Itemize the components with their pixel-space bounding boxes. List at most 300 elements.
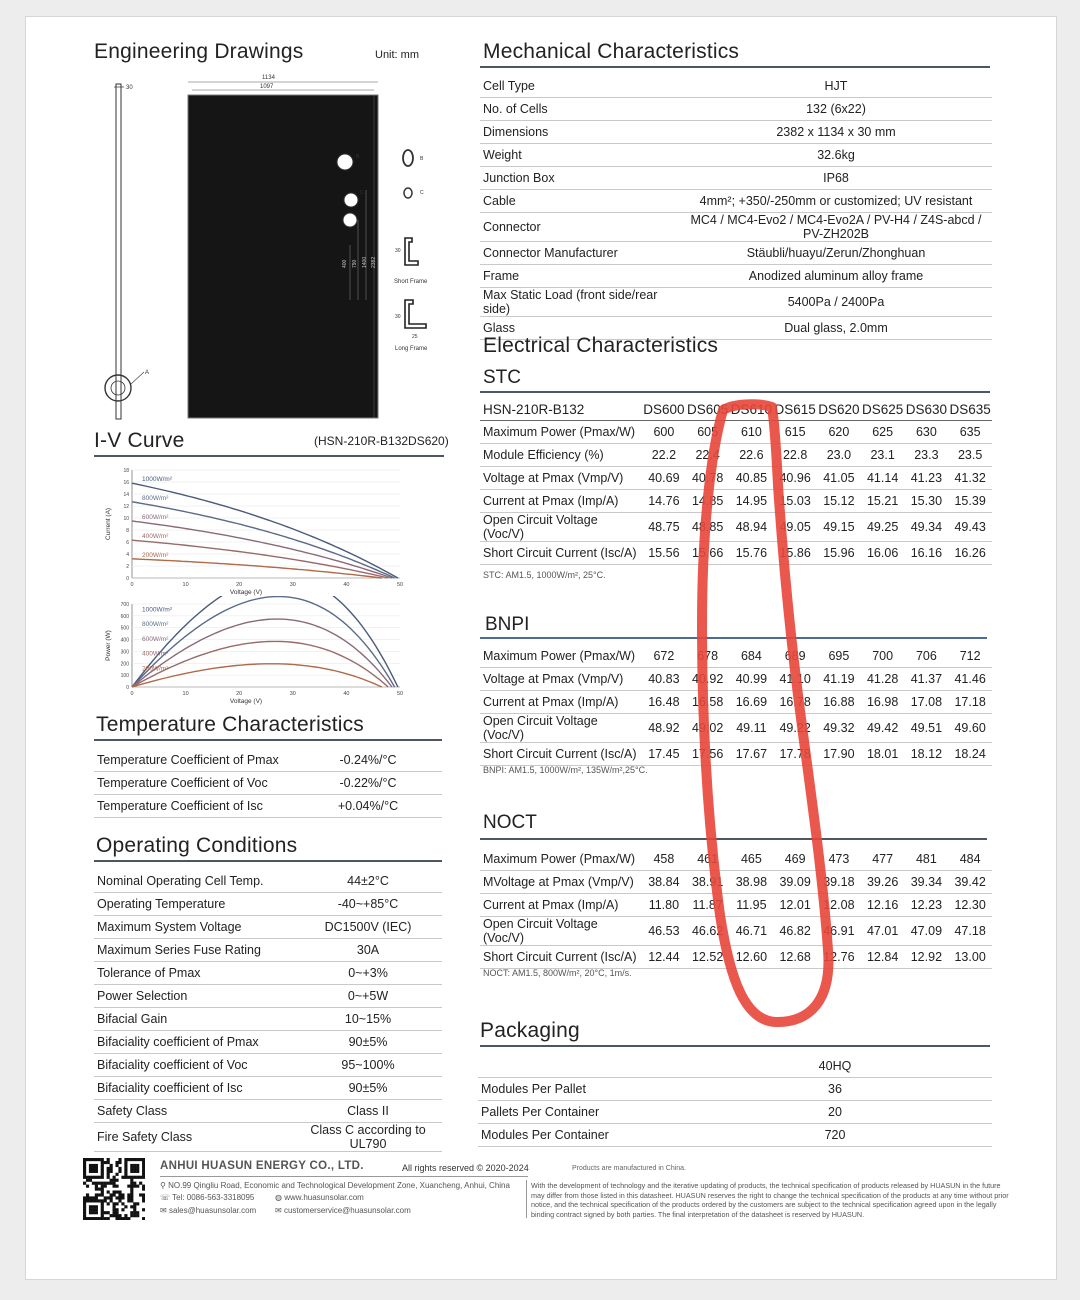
x-tick-label: 20 [236, 582, 243, 588]
bnpi-param-label: Voltage at Pmax (Vmp/V) [480, 668, 642, 691]
noct-value: 47.01 [861, 917, 905, 946]
stc-param-label: Maximum Power (Pmax/W) [480, 421, 642, 444]
qr-code [83, 1158, 145, 1220]
qr-module [130, 1179, 133, 1182]
operating-row [94, 1008, 442, 1031]
mechanical-row [480, 190, 992, 213]
stc-value: 49.34 [905, 513, 949, 542]
qr-module [95, 1170, 98, 1173]
qr-module [115, 1185, 118, 1188]
qr-module [89, 1196, 92, 1199]
iv-curve-rule [94, 455, 444, 457]
y-tick-label: 16 [123, 480, 129, 486]
stc-value: 625 [861, 421, 905, 444]
stc-value: 23.5 [948, 444, 992, 467]
stc-param-label: Open Circuit Voltage (Voc/V) [480, 513, 642, 542]
y-tick-label: 2 [126, 564, 129, 570]
qr-module [110, 1196, 113, 1199]
qr-module [113, 1208, 116, 1211]
qr-module [95, 1158, 98, 1161]
bnpi-value: 40.99 [730, 668, 774, 691]
qr-module [115, 1190, 118, 1193]
x-tick-label: 10 [182, 582, 189, 588]
dim-1400: 1400 [362, 256, 368, 268]
bnpi-value: 695 [817, 645, 861, 668]
dim-inner-width: 1097 [260, 84, 274, 90]
qr-module [107, 1217, 110, 1220]
qr-module [115, 1161, 118, 1164]
qr-module [113, 1211, 116, 1214]
qr-module [95, 1217, 98, 1220]
qr-module [139, 1193, 142, 1196]
mechanical-value: MC4 / MC4-Evo2 / MC4-Evo2A / PV-H4 / Z4S-abcd / PV-ZH202B [680, 213, 992, 242]
qr-module [115, 1173, 118, 1176]
qr-module [113, 1193, 116, 1196]
qr-module [107, 1161, 110, 1164]
footer-email1-row [160, 1206, 256, 1215]
qr-module [95, 1176, 98, 1179]
qr-module [83, 1164, 86, 1167]
footer-company: ANHUI HUASUN ENERGY CO., LTD. [160, 1160, 364, 1172]
y-tick-label: 6 [126, 540, 129, 546]
qr-module [136, 1185, 139, 1188]
qr-module [95, 1205, 98, 1208]
noct-value: 38.98 [730, 871, 774, 894]
footer-tel-row [160, 1193, 254, 1202]
qr-module [115, 1202, 118, 1205]
qr-module [92, 1167, 95, 1170]
bnpi-value: 16.88 [817, 691, 861, 714]
qr-module [130, 1214, 133, 1217]
operating-value: 10~15% [294, 1008, 442, 1031]
stc-title: STC [483, 367, 521, 388]
y-axis-label: Power (W) [105, 630, 112, 661]
operating-row [94, 870, 442, 893]
noct-value: 458 [642, 848, 686, 871]
mechanical-value: 132 (6x22) [680, 98, 992, 121]
long-frame-label: Long Frame [395, 346, 428, 352]
qr-module [124, 1205, 127, 1208]
operating-row [94, 962, 442, 985]
mechanical-row [480, 121, 992, 144]
mechanical-table [480, 75, 992, 340]
qr-module [118, 1170, 121, 1173]
qr-module [92, 1158, 95, 1161]
pv-chart [100, 596, 410, 711]
qr-module [107, 1202, 110, 1205]
qr-module [104, 1199, 107, 1202]
qr-module [124, 1167, 127, 1170]
noct-value: 11.87 [686, 894, 730, 917]
x-tick-label: 30 [289, 582, 296, 588]
qr-module [83, 1208, 86, 1211]
footer-tel: Tel: 0086-563-3318095 [172, 1193, 255, 1202]
mechanical-label: Cable [480, 190, 680, 213]
footer-email1: sales@huasunsolar.com [168, 1206, 257, 1215]
operating-value: 0~+5W [294, 985, 442, 1008]
qr-module [107, 1158, 110, 1161]
bnpi-value: 17.78 [773, 743, 817, 766]
stc-value: 41.23 [905, 467, 949, 490]
legend-label: 400W/m² [142, 533, 169, 541]
qr-module [130, 1211, 133, 1214]
qr-module [98, 1188, 101, 1191]
temperature-row [94, 795, 442, 818]
operating-row [94, 916, 442, 939]
stc-value: 15.56 [642, 542, 686, 565]
mechanical-value: 2382 x 1134 x 30 mm [680, 121, 992, 144]
stc-value: 48.94 [730, 513, 774, 542]
qr-module [121, 1217, 124, 1220]
phone-icon: ☏ [160, 1193, 171, 1202]
bnpi-value: 678 [686, 645, 730, 668]
qr-module [121, 1193, 124, 1196]
operating-label: Safety Class [94, 1100, 294, 1123]
qr-module [127, 1158, 130, 1161]
qr-module [107, 1196, 110, 1199]
stc-param-label: Current at Pmax (Imp/A) [480, 490, 642, 513]
bnpi-value: 49.60 [948, 714, 992, 743]
operating-label: Maximum Series Fuse Rating [94, 939, 294, 962]
legend-label: 1000W/m² [142, 606, 172, 614]
bnpi-value: 17.67 [730, 743, 774, 766]
qr-module [124, 1217, 127, 1220]
legend-label: 600W/m² [142, 635, 169, 643]
qr-module [83, 1173, 86, 1176]
qr-module [83, 1217, 86, 1220]
location-icon: ⚲ [160, 1181, 166, 1190]
noct-value: 39.34 [905, 871, 949, 894]
noct-value: 12.92 [905, 946, 949, 969]
qr-module [133, 1167, 136, 1170]
stc-value: 41.32 [948, 467, 992, 490]
dim-side: 30 [126, 85, 133, 91]
qr-module [118, 1190, 121, 1193]
operating-title: Operating Conditions [96, 834, 298, 857]
y-tick-label: 700 [120, 602, 129, 608]
mechanical-label: No. of Cells [480, 98, 680, 121]
temperature-label: Temperature Coefficient of Isc [94, 795, 294, 818]
bnpi-value: 18.01 [861, 743, 905, 766]
legend-label: 800W/m² [142, 621, 169, 629]
noct-value: 12.23 [905, 894, 949, 917]
qr-module [133, 1176, 136, 1179]
noct-value: 477 [861, 848, 905, 871]
qr-module [139, 1182, 142, 1185]
stc-value: 16.26 [948, 542, 992, 565]
qr-module [121, 1202, 124, 1205]
qr-module [127, 1185, 130, 1188]
noct-title: NOCT [483, 812, 537, 833]
operating-value: Class II [294, 1100, 442, 1123]
operating-value: DC1500V (IEC) [294, 916, 442, 939]
stc-value: 49.15 [817, 513, 861, 542]
qr-module [95, 1182, 98, 1185]
mechanical-label: Connector [480, 213, 680, 242]
stc-value: 48.75 [642, 513, 686, 542]
x-tick-label: 40 [343, 691, 350, 697]
noct-value: 12.76 [817, 946, 861, 969]
bnpi-value: 49.22 [773, 714, 817, 743]
stc-value: 15.76 [730, 542, 774, 565]
qr-module [118, 1161, 121, 1164]
qr-module [101, 1164, 104, 1167]
qr-module [104, 1211, 107, 1214]
model-column-header: DS615 [773, 398, 817, 421]
qr-module [133, 1170, 136, 1173]
operating-row [94, 1077, 442, 1100]
y-tick-label: 8 [126, 528, 129, 534]
iv-chart [100, 462, 410, 602]
y-tick-label: 12 [123, 504, 129, 510]
qr-module [136, 1176, 139, 1179]
bnpi-value: 18.24 [948, 743, 992, 766]
noct-value: 481 [905, 848, 949, 871]
qr-module [89, 1211, 92, 1214]
qr-module [115, 1214, 118, 1217]
electrical-title: Electrical Characteristics [483, 334, 719, 357]
x-tick-label: 40 [343, 582, 350, 588]
engineering-drawing [100, 70, 440, 425]
bnpi-value: 17.90 [817, 743, 861, 766]
operating-label: Bifaciality coefficient of Isc [94, 1077, 294, 1100]
qr-module [89, 1176, 92, 1179]
noct-value: 11.80 [642, 894, 686, 917]
stc-value: 23.1 [861, 444, 905, 467]
stc-value: 22.4 [686, 444, 730, 467]
x-tick-label: 20 [236, 691, 243, 697]
qr-module [133, 1185, 136, 1188]
mechanical-value: Stäubli/huayu/Zerun/Zhonghuan [680, 242, 992, 265]
operating-row [94, 1031, 442, 1054]
mechanical-label: Max Static Load (front side/rear side) [480, 288, 680, 317]
packaging-header: 40HQ [678, 1055, 992, 1078]
packaging-value: 720 [678, 1124, 992, 1147]
stc-value: 635 [948, 421, 992, 444]
qr-module [110, 1199, 113, 1202]
bnpi-value: 706 [905, 645, 949, 668]
qr-module [113, 1214, 116, 1217]
qr-module [110, 1164, 113, 1167]
qr-module [110, 1193, 113, 1196]
qr-module [110, 1182, 113, 1185]
qr-module [104, 1161, 107, 1164]
mechanical-value: 5400Pa / 2400Pa [680, 288, 992, 317]
y-tick-label: 14 [123, 492, 129, 498]
operating-value: 30A [294, 939, 442, 962]
noct-value: 465 [730, 848, 774, 871]
qr-module [130, 1170, 133, 1173]
x-axis-label: Voltage (V) [229, 698, 263, 705]
legend-label: 200W/m² [142, 551, 169, 559]
qr-module [104, 1196, 107, 1199]
bnpi-note: BNPI: AM1.5, 1000W/m², 135W/m²,25°C. [483, 765, 648, 775]
bnpi-value: 49.42 [861, 714, 905, 743]
mail-icon: ✉ [275, 1206, 282, 1215]
qr-module [86, 1176, 89, 1179]
noct-value: 12.08 [817, 894, 861, 917]
stc-value: 40.69 [642, 467, 686, 490]
bnpi-value: 49.51 [905, 714, 949, 743]
y-tick-label: 4 [126, 552, 129, 558]
packaging-title: Packaging [480, 1019, 580, 1042]
stc-value: 620 [817, 421, 861, 444]
qr-module [136, 1167, 139, 1170]
qr-module [92, 1176, 95, 1179]
noct-value: 38.84 [642, 871, 686, 894]
qr-module [118, 1167, 121, 1170]
noct-value: 12.01 [773, 894, 817, 917]
stc-value: 15.12 [817, 490, 861, 513]
noct-value: 484 [948, 848, 992, 871]
qr-module [95, 1208, 98, 1211]
qr-module [142, 1208, 145, 1211]
qr-module [115, 1211, 118, 1214]
operating-rule [94, 860, 442, 862]
qr-module [107, 1173, 110, 1176]
y-tick-label: 600 [120, 613, 129, 620]
qr-module [95, 1196, 98, 1199]
qr-module [86, 1196, 89, 1199]
bnpi-value: 48.92 [642, 714, 686, 743]
noct-param-label: Open Circuit Voltage (Voc/V) [480, 917, 642, 946]
qr-module [101, 1208, 104, 1211]
qr-module [95, 1167, 98, 1170]
qr-module [118, 1217, 121, 1220]
qr-module [118, 1196, 121, 1199]
qr-module [127, 1176, 130, 1179]
qr-module [92, 1196, 95, 1199]
stc-rule [480, 391, 990, 393]
noct-value: 39.09 [773, 871, 817, 894]
bnpi-value: 689 [773, 645, 817, 668]
packaging-value: 36 [678, 1078, 992, 1101]
qr-module [115, 1196, 118, 1199]
bnpi-value: 17.56 [686, 743, 730, 766]
qr-module [101, 1182, 104, 1185]
noct-value: 39.42 [948, 871, 992, 894]
legend-label: 400W/m² [142, 650, 169, 658]
qr-module [142, 1193, 145, 1196]
dim-400: 400 [342, 259, 348, 268]
qr-module [98, 1158, 101, 1161]
stc-value: 40.85 [730, 467, 774, 490]
bnpi-value: 16.69 [730, 691, 774, 714]
noct-value: 46.62 [686, 917, 730, 946]
noct-value: 469 [773, 848, 817, 871]
noct-value: 12.52 [686, 946, 730, 969]
stc-value: 15.21 [861, 490, 905, 513]
qr-module [121, 1196, 124, 1199]
qr-module [142, 1217, 145, 1220]
qr-module [133, 1205, 136, 1208]
qr-module [101, 1158, 104, 1161]
stc-value: 41.14 [861, 467, 905, 490]
qr-module [98, 1193, 101, 1196]
temperature-row [94, 772, 442, 795]
noct-param-label: Short Circuit Current (Isc/A) [480, 946, 642, 969]
mechanical-row [480, 213, 992, 242]
qr-module [124, 1170, 127, 1173]
packaging-table [478, 1055, 992, 1147]
mechanical-label: Glass [480, 317, 680, 340]
x-tick-label: 50 [396, 582, 404, 588]
model-column-header: DS630 [905, 398, 949, 421]
qr-module [139, 1176, 142, 1179]
qr-module [127, 1217, 130, 1220]
qr-module [110, 1167, 113, 1170]
qr-module [95, 1199, 98, 1202]
operating-table [94, 870, 442, 1152]
packaging-value: 20 [678, 1101, 992, 1124]
qr-module [83, 1196, 86, 1199]
legend-label: 200W/m² [142, 665, 169, 673]
qr-module [121, 1208, 124, 1211]
footer-rights: All rights reserved © 2020-2024 [402, 1163, 529, 1173]
qr-module [89, 1179, 92, 1182]
qr-module [139, 1158, 142, 1161]
qr-module [98, 1217, 101, 1220]
model-column-header: DS620 [817, 398, 861, 421]
qr-module [107, 1170, 110, 1173]
qr-module [86, 1179, 89, 1182]
noct-value: 47.09 [905, 917, 949, 946]
temperature-table [94, 749, 442, 818]
qr-module [133, 1202, 136, 1205]
qr-module [142, 1167, 145, 1170]
qr-module [101, 1176, 104, 1179]
footer-web: www.huasunsolar.com [284, 1193, 364, 1202]
qr-module [101, 1173, 104, 1176]
mechanical-value: Dual glass, 2.0mm [680, 317, 992, 340]
bnpi-value: 49.32 [817, 714, 861, 743]
qr-module [133, 1182, 136, 1185]
legend-label: 600W/m² [142, 514, 169, 521]
noct-value: 473 [817, 848, 861, 871]
bnpi-value: 41.28 [861, 668, 905, 691]
stc-value: 15.86 [773, 542, 817, 565]
qr-module [95, 1193, 98, 1196]
footer-divider [526, 1180, 527, 1218]
qr-module [136, 1158, 139, 1161]
bnpi-param-label: Open Circuit Voltage (Voc/V) [480, 714, 642, 743]
qr-module [83, 1158, 86, 1161]
noct-param-label: Current at Pmax (Imp/A) [480, 894, 642, 917]
qr-module [86, 1185, 89, 1188]
model-column-header: DS625 [861, 398, 905, 421]
unit-label: Unit: mm [375, 49, 419, 61]
mechanical-row [480, 288, 992, 317]
qr-module [83, 1214, 86, 1217]
temperature-rule [94, 739, 442, 741]
qr-module [107, 1176, 110, 1179]
qr-module [118, 1199, 121, 1202]
operating-label: Bifaciality coefficient of Pmax [94, 1031, 294, 1054]
qr-module [113, 1176, 116, 1179]
bnpi-value: 672 [642, 645, 686, 668]
stc-value: 14.85 [686, 490, 730, 513]
qr-module [124, 1214, 127, 1217]
mechanical-value: HJT [680, 75, 992, 98]
x-axis-label: Voltage (V) [229, 589, 263, 596]
stc-value: 16.06 [861, 542, 905, 565]
callout-b-mark: B [356, 154, 360, 160]
bnpi-value: 712 [948, 645, 992, 668]
qr-module [124, 1173, 127, 1176]
qr-module [89, 1167, 92, 1170]
bnpi-value: 16.58 [686, 691, 730, 714]
operating-label: Bifaciality coefficient of Voc [94, 1054, 294, 1077]
